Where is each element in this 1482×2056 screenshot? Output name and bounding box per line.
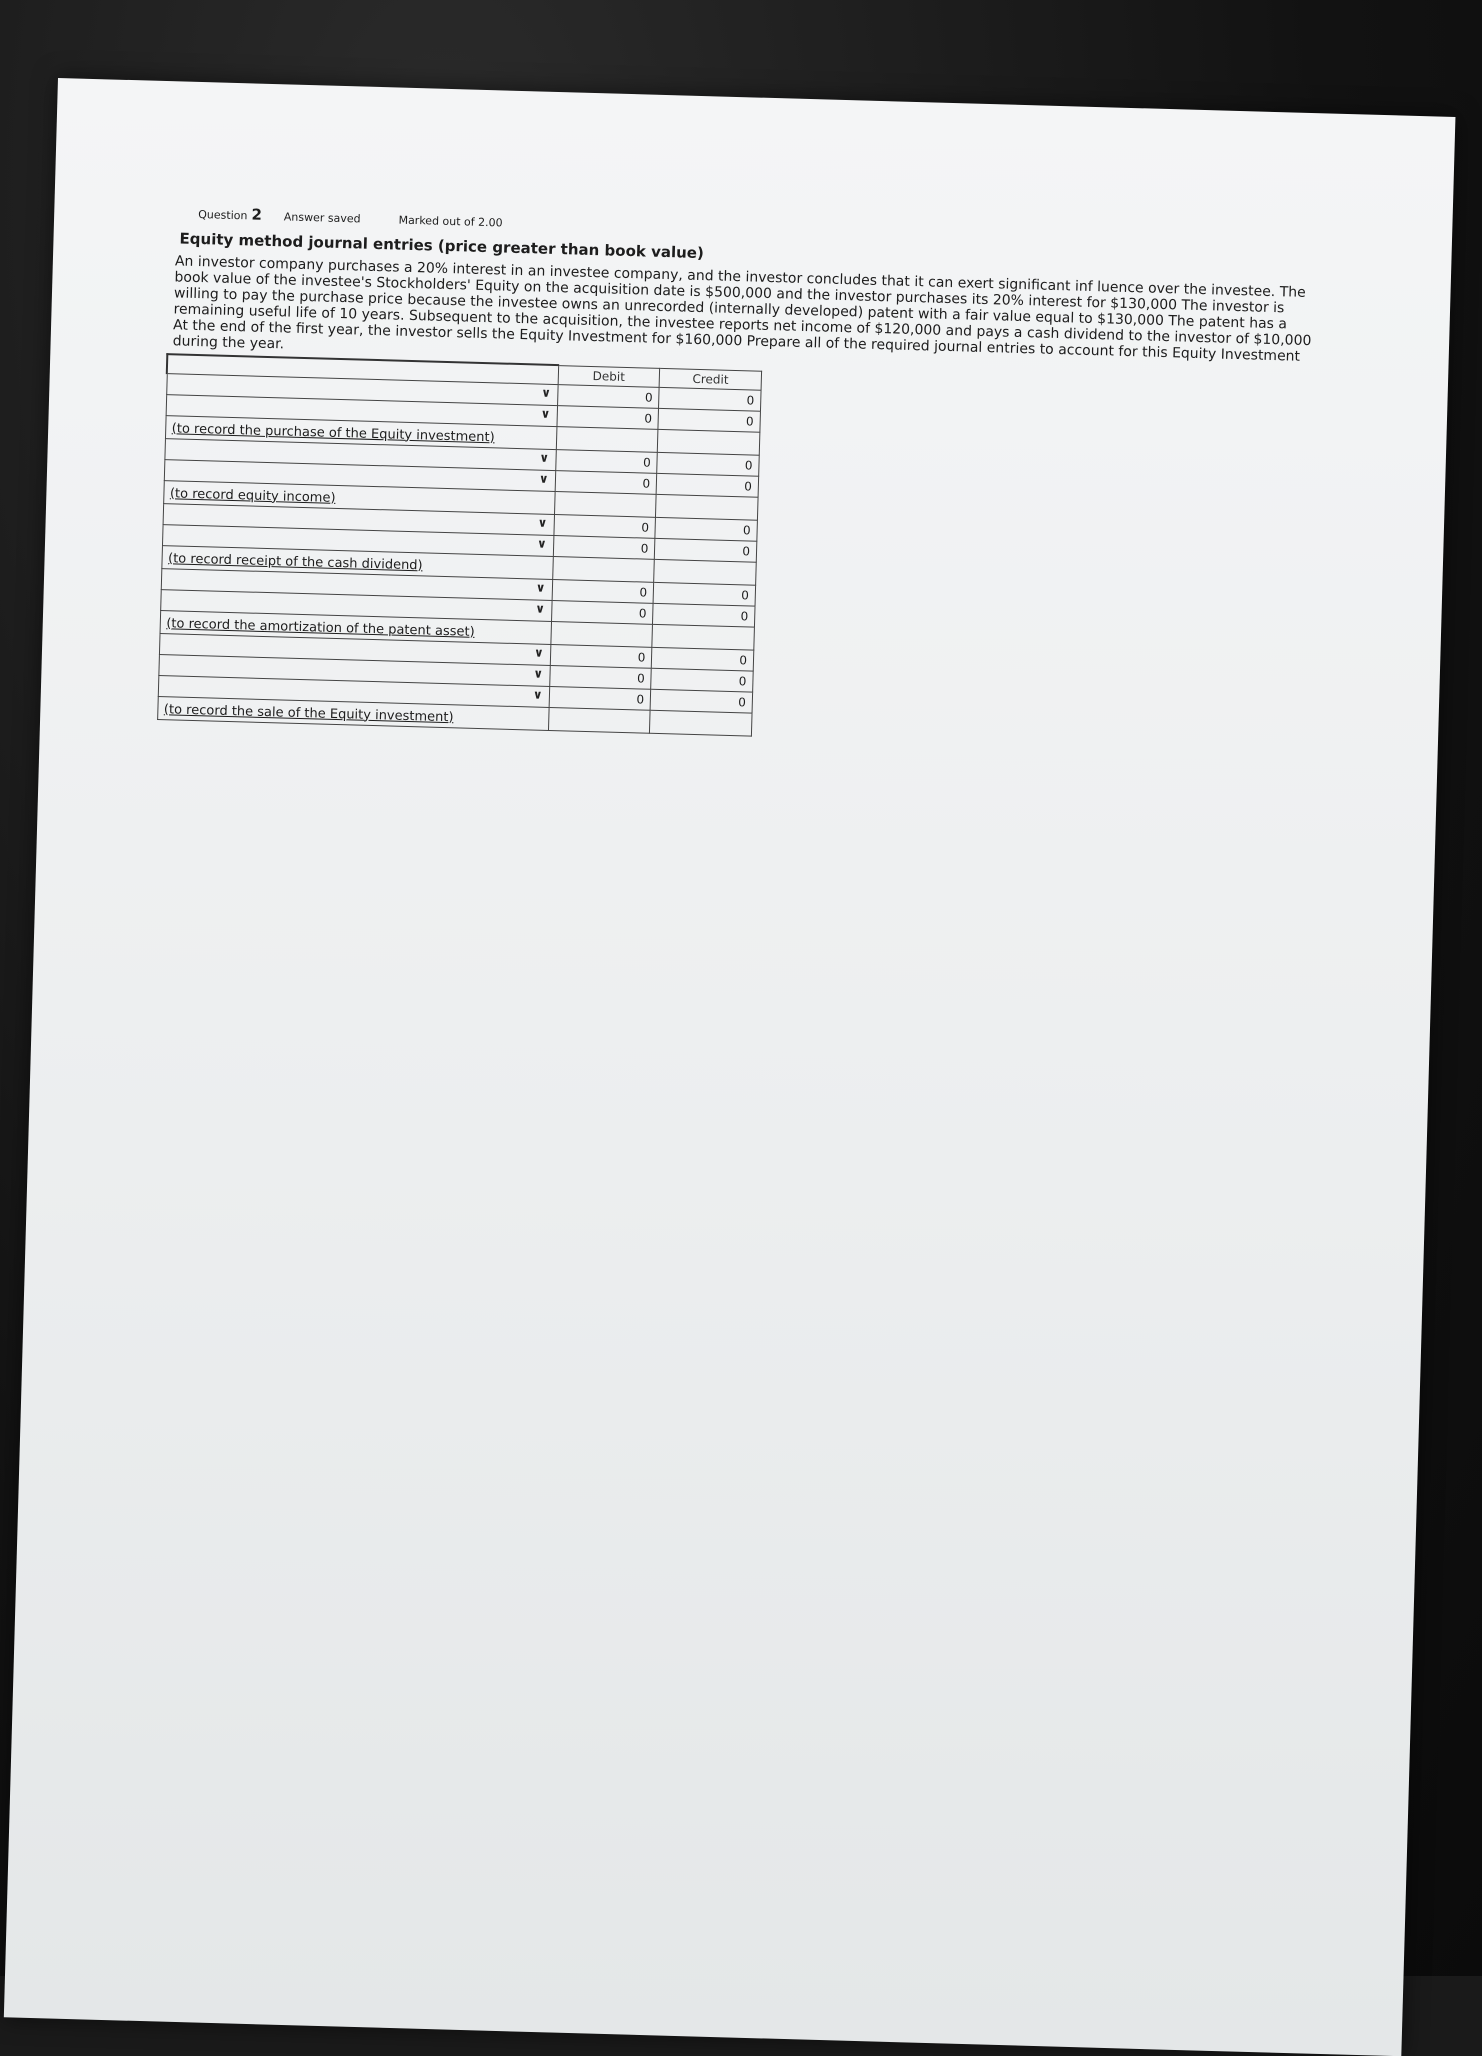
chevron-down-icon[interactable]: ∨ xyxy=(538,471,549,486)
debit-input[interactable]: 0 xyxy=(549,686,651,710)
chevron-down-icon[interactable]: ∨ xyxy=(532,687,543,702)
entry-memo: (to record the sale of the Equity investment) xyxy=(157,697,549,731)
debit-input[interactable]: 0 xyxy=(551,600,653,624)
credit-header: Credit xyxy=(659,368,761,390)
question-number: 2 xyxy=(251,205,263,224)
memo-credit-blank xyxy=(652,624,754,650)
debit-header: Debit xyxy=(558,365,660,387)
memo-debit-blank xyxy=(550,621,652,647)
chevron-down-icon[interactable]: ∨ xyxy=(540,406,551,421)
memo-debit-blank xyxy=(554,492,656,518)
chevron-down-icon[interactable]: ∨ xyxy=(533,645,544,660)
debit-input[interactable]: 0 xyxy=(553,515,655,539)
credit-input[interactable]: 0 xyxy=(650,689,752,713)
credit-input[interactable]: 0 xyxy=(655,517,757,541)
entry-memo: (to record the amortization of the patent asset) xyxy=(160,611,552,645)
credit-input[interactable]: 0 xyxy=(656,473,758,497)
question-content xyxy=(160,203,1334,752)
credit-input[interactable]: 0 xyxy=(653,603,755,627)
memo-debit-blank xyxy=(548,707,650,733)
debit-input[interactable]: 0 xyxy=(557,385,659,409)
problem-text: An investor company purchases a 20% interest in an investee company, and the investor concludes that it can exert significant inf luence over the investee. The book value of the investee's Stockholders' Equity on the acquisition date is $500,000 and the investor purchases its 20% interest for $130,000 The investor is willing to pay the purchase price because the investee owns an unrecorded (internally developed) patent with a fair value equal to $130,000 The patent has a remaining useful life of 10 years. Subsequent to the acquisition, the investee reports net income of $120,000 and pays a cash dividend to the investor of $10,000 At the end of the first year, the investor sells the Equity Investment for $160,000 Prepare all of the required journal entries to account for this Equity Investment during the year. xyxy=(172,253,1312,365)
debit-input[interactable]: 0 xyxy=(555,471,657,495)
memo-credit-blank xyxy=(654,559,756,585)
chevron-down-icon[interactable]: ∨ xyxy=(537,515,548,530)
debit-input[interactable]: 0 xyxy=(553,536,655,560)
chevron-down-icon[interactable]: ∨ xyxy=(539,450,550,465)
credit-input[interactable]: 0 xyxy=(653,582,755,606)
memo-debit-blank xyxy=(556,427,658,453)
chevron-down-icon[interactable]: ∨ xyxy=(533,666,544,681)
memo-credit-blank xyxy=(658,429,760,455)
journal-entry-table xyxy=(156,353,762,736)
chevron-down-icon[interactable]: ∨ xyxy=(541,385,552,400)
credit-input[interactable]: 0 xyxy=(658,408,760,432)
chevron-down-icon[interactable]: ∨ xyxy=(535,601,546,616)
credit-input[interactable]: 0 xyxy=(657,452,759,476)
credit-input[interactable]: 0 xyxy=(651,668,753,692)
answer-status: Answer saved xyxy=(283,210,361,226)
memo-debit-blank xyxy=(552,557,654,583)
entry-memo: (to record the purchase of the Equity investment) xyxy=(165,416,557,450)
memo-credit-blank xyxy=(656,494,758,520)
paper-sheet xyxy=(4,78,1456,2056)
debit-input[interactable]: 0 xyxy=(550,644,652,668)
entry-memo: (to record equity income) xyxy=(163,481,555,515)
journal-entry-body xyxy=(157,374,761,736)
debit-input[interactable]: 0 xyxy=(555,450,657,474)
entry-memo: (to record receipt of the cash dividend) xyxy=(161,546,553,580)
question-label: Question 2 xyxy=(198,205,263,224)
debit-input[interactable]: 0 xyxy=(549,665,651,689)
debit-input[interactable]: 0 xyxy=(552,579,654,603)
chevron-down-icon[interactable]: ∨ xyxy=(535,580,546,595)
credit-input[interactable]: 0 xyxy=(659,387,761,411)
credit-input[interactable]: 0 xyxy=(652,647,754,671)
credit-input[interactable]: 0 xyxy=(655,538,757,562)
memo-credit-blank xyxy=(650,710,752,736)
question-title: Equity method journal entries (price greater than book value) xyxy=(179,229,705,263)
question-marks: Marked out of 2.00 xyxy=(398,213,503,230)
chevron-down-icon[interactable]: ∨ xyxy=(536,536,547,551)
debit-input[interactable]: 0 xyxy=(557,406,659,430)
